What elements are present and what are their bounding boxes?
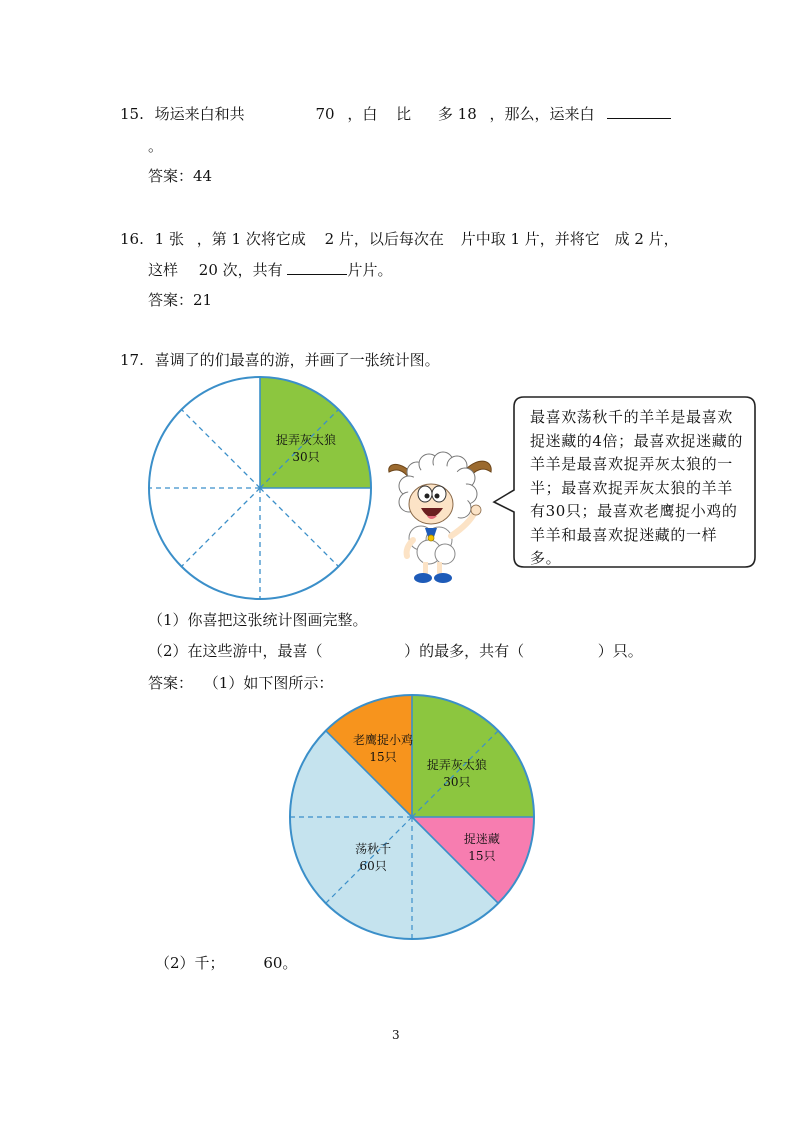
q17-sub1: （1）你喜把这张统计图画完整。 bbox=[148, 611, 368, 629]
q17-title: 喜调了的们最喜的游，并画了一张统计图。 bbox=[154, 351, 440, 369]
q16-line1 bbox=[120, 228, 679, 249]
q17-sub2-text-a: （2）在这些游中，最喜（ bbox=[148, 642, 323, 660]
q15-text-5: ，那么，运来白 bbox=[489, 105, 595, 123]
sheep-character-illustration bbox=[383, 440, 498, 590]
q17-sub2-text-b: ）的最多，共有（ bbox=[404, 642, 525, 660]
q15-end: 。 bbox=[148, 137, 164, 155]
q16-answer: 答案：21 bbox=[148, 291, 213, 309]
q15-text-4: 多 18 bbox=[437, 105, 477, 123]
answer-pie-chart bbox=[285, 690, 539, 944]
pie-slice-label: 老鹰捉小鸡 bbox=[353, 733, 414, 748]
q15-text-2: ，白 bbox=[347, 105, 378, 123]
q15-line1 bbox=[120, 103, 671, 124]
pie-slice-value: 15只 bbox=[468, 848, 496, 863]
incomplete-pie-chart bbox=[146, 374, 374, 602]
q15-number: 15. bbox=[120, 105, 144, 123]
pie1-count: 30只 bbox=[292, 450, 320, 464]
q17-answer-1: （1）如下图所示： bbox=[203, 674, 334, 692]
pie-slice-value: 15只 bbox=[369, 750, 397, 765]
page-number: 3 bbox=[392, 1028, 400, 1042]
speech-bubble-text: 最喜欢荡秋千的羊羊是最喜欢捉迷藏的4倍；最喜欢捉迷藏的羊羊是最喜欢捉弄灰太狼的一半；最喜欢捉弄灰太狼的羊羊有30只；最喜欢老鹰捉小鸡的羊羊和最喜欢捉迷藏的一样多。 bbox=[530, 408, 743, 567]
pie-slice-value: 60只 bbox=[359, 858, 387, 873]
pie-slice-label: 捉弄灰太狼 bbox=[426, 758, 487, 773]
q16-answer-blank[interactable] bbox=[287, 260, 347, 275]
q16-line2 bbox=[148, 259, 392, 280]
q17-sub2 bbox=[148, 640, 643, 661]
q17-answer-2-text-b: 60。 bbox=[263, 954, 298, 972]
q16-text-6: 这样 bbox=[148, 261, 179, 279]
q17-answer-2-text-a: （2）千； bbox=[155, 954, 225, 972]
q16-text-3: 2 片，以后每次在 bbox=[324, 230, 444, 248]
pie1-dashed-radius bbox=[260, 488, 339, 567]
pie-slice-value: 30只 bbox=[443, 775, 471, 790]
q17-title-line bbox=[120, 349, 440, 370]
q15-answer: 答案：44 bbox=[148, 167, 213, 185]
q16-text-5: 成 2 片， bbox=[614, 230, 679, 248]
q17-answer-2 bbox=[155, 952, 297, 973]
q16-text-4: 片中取 1 片，并将它 bbox=[460, 230, 600, 248]
q15-answer-blank[interactable] bbox=[607, 104, 671, 119]
pie-slice-label: 捉迷藏 bbox=[463, 831, 500, 846]
q16-text-8: 片片。 bbox=[347, 261, 393, 279]
q16-text-2: ，第 1 次将它成 bbox=[196, 230, 306, 248]
pie1-label: 捉弄灰太狼 bbox=[275, 433, 337, 447]
q17-sub2-text-c: ）只。 bbox=[597, 642, 643, 660]
q15-text-3: 比 bbox=[396, 105, 412, 123]
pie1-dashed-radius bbox=[182, 488, 261, 567]
pie1-dashed-radius bbox=[182, 410, 261, 489]
q15-text-70: 70 bbox=[315, 105, 335, 123]
q16-text-7: 20 次，共有 bbox=[198, 261, 283, 279]
pie-slice-label: 荡秋千 bbox=[355, 841, 392, 856]
q16-number: 16. bbox=[120, 230, 144, 248]
pie-slice-0 bbox=[412, 695, 534, 817]
q16-text-1: 1 张 bbox=[154, 230, 184, 248]
q17-answer-label: 答案： bbox=[148, 674, 194, 692]
q15-text-1: 场运来白和共 bbox=[154, 105, 245, 123]
q17-number: 17. bbox=[120, 351, 144, 369]
